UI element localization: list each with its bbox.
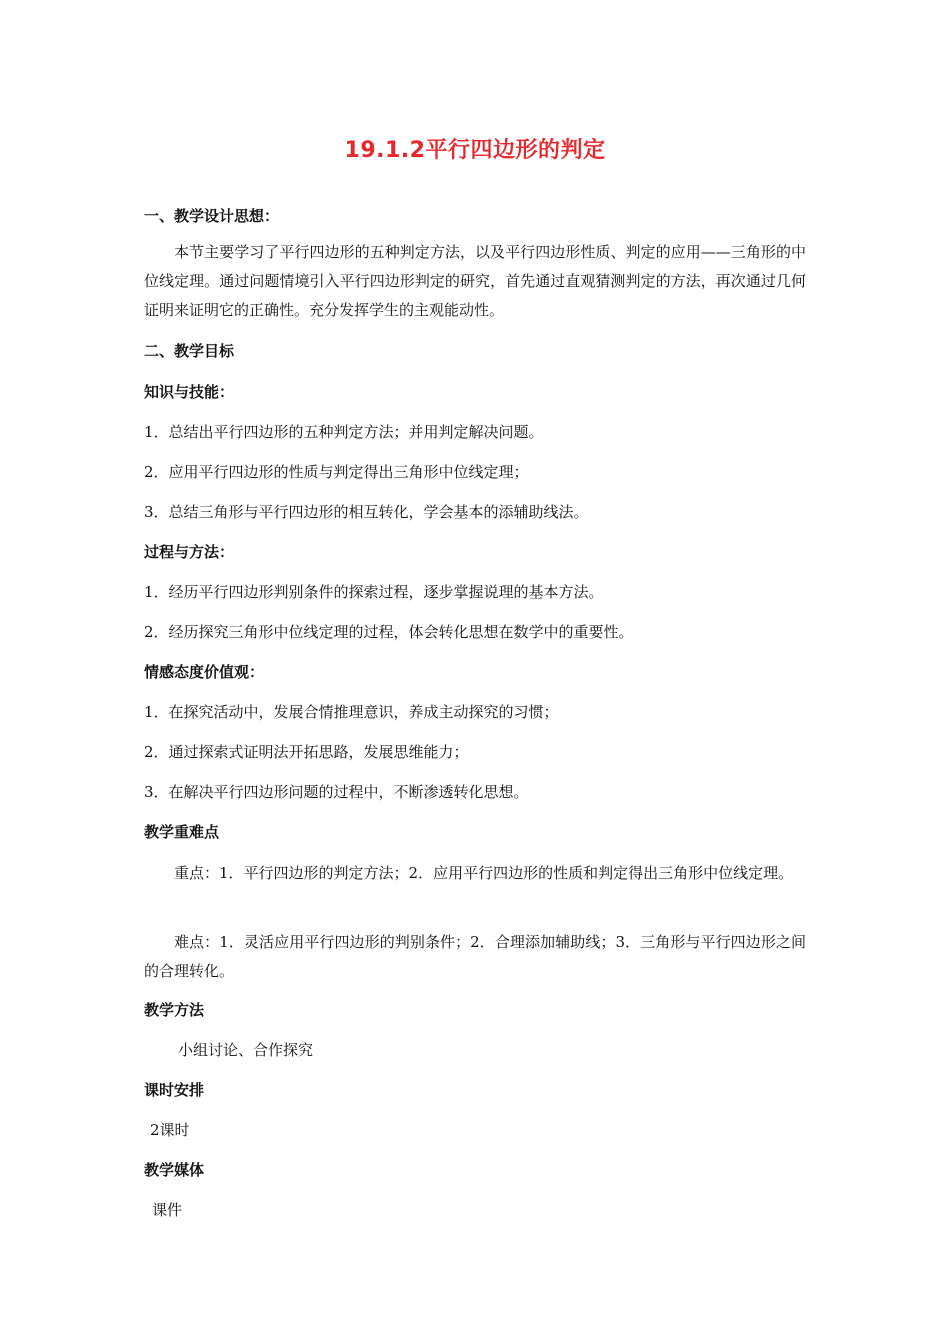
emotion-item: 2．通过探索式证明法开拓思路，发展思维能力；: [144, 743, 469, 761]
section-heading-schedule: 课时安排: [144, 1081, 205, 1099]
section-heading-method: 教学方法: [144, 1001, 205, 1019]
knowledge-item: 1．总结出平行四边形的五种判定方法；并用判定解决问题。: [144, 423, 544, 441]
design-paragraph: 本节主要学习了平行四边形的五种判定方法，以及平行四边形性质、判定的应用——三角形的中位线定理。通过问题情境引入平行四边形判定的研究，首先通过直观猜测判定的方法，再次通过几何证明来证明它的正确性。充分发挥学生的主观能动性。: [144, 243, 806, 319]
section-heading-goals: 二、教学目标: [144, 342, 235, 360]
schedule-text: 2课时: [150, 1121, 190, 1139]
section-heading-media: 教学媒体: [144, 1161, 205, 1179]
difficult-point-paragraph: 难点：1．灵活应用平行四边形的判别条件；2．合理添加辅助线；3．三角形与平行四边形之间的合理转化。: [144, 933, 806, 980]
knowledge-item: 2．应用平行四边形的性质与判定得出三角形中位线定理；: [144, 463, 529, 481]
key-point-paragraph: 重点：1．平行四边形的判定方法；2．应用平行四边形的性质和判定得出三角形中位线定理。: [174, 864, 794, 882]
page-title: 19.1.2平行四边形的判定: [344, 138, 606, 163]
process-item: 2．经历探究三角形中位线定理的过程，体会转化思想在数学中的重要性。: [144, 623, 634, 641]
subheading-knowledge: 知识与技能：: [144, 383, 235, 401]
process-item: 1．经历平行四边形判别条件的探索过程，逐步掌握说理的基本方法。: [144, 583, 604, 601]
subheading-process: 过程与方法：: [144, 543, 235, 561]
media-text: 课件: [152, 1201, 183, 1219]
method-text: 小组讨论、合作探究: [178, 1041, 314, 1059]
emotion-item: 1．在探究活动中，发展合情推理意识，养成主动探究的习惯；: [144, 703, 559, 721]
subheading-emotion: 情感态度价值观：: [144, 663, 265, 681]
section-heading-key: 教学重难点: [144, 823, 220, 841]
knowledge-item: 3．总结三角形与平行四边形的相互转化，学会基本的添辅助线法。: [144, 503, 589, 521]
emotion-item: 3．在解决平行四边形问题的过程中，不断渗透转化思想。: [144, 783, 529, 801]
section-heading-design: 一、教学设计思想：: [144, 207, 280, 225]
